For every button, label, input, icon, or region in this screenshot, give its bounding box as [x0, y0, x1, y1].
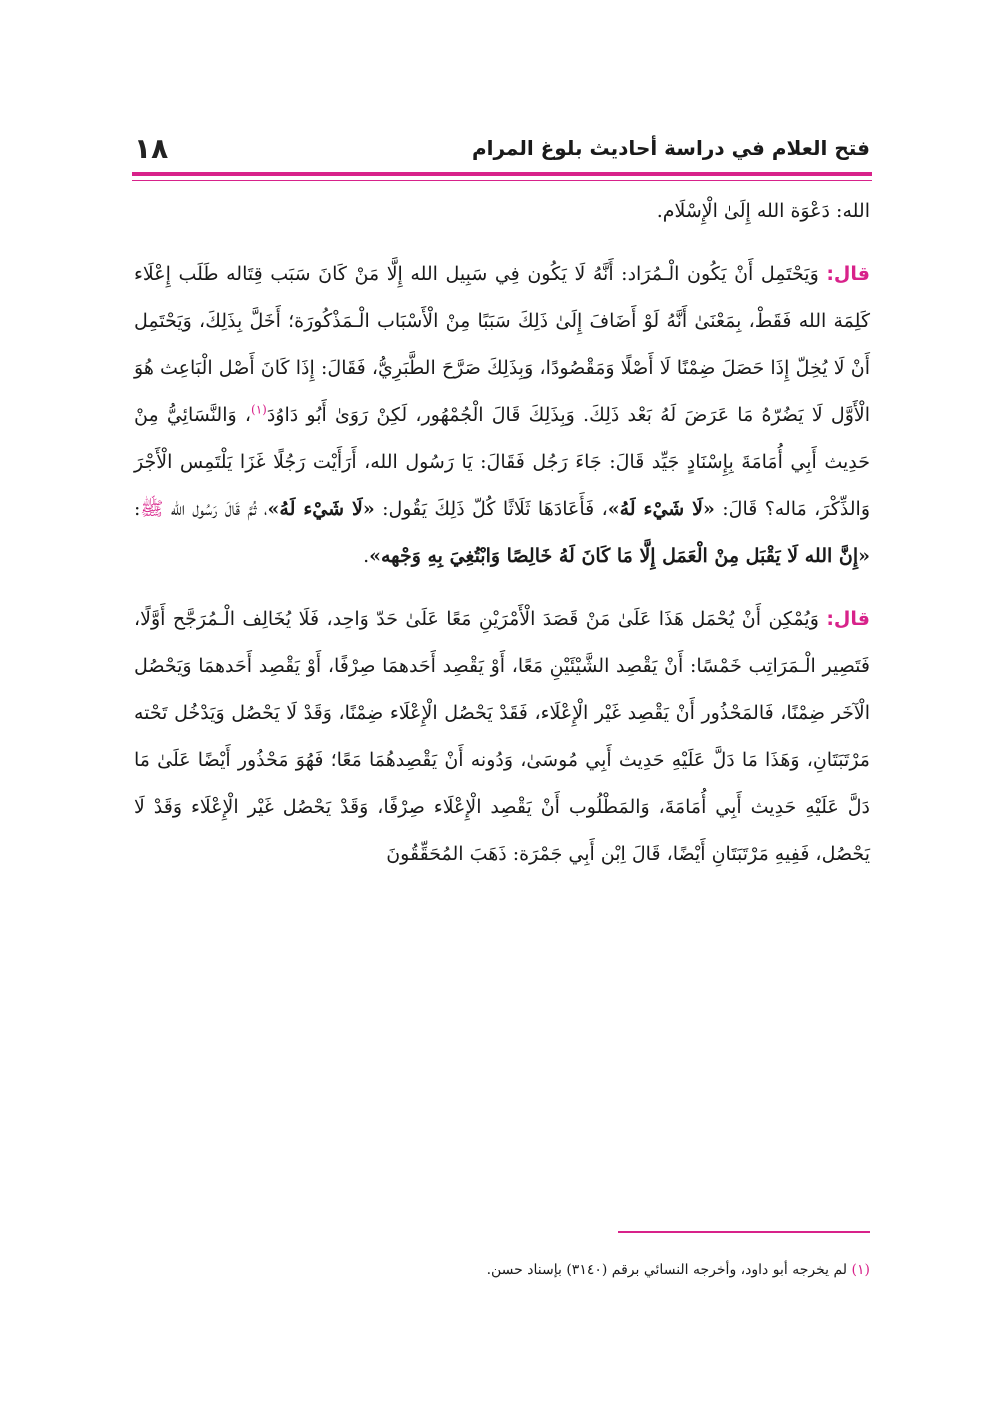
footnote [134, 1258, 870, 1282]
footnote-separator [618, 1231, 870, 1233]
paragraph-1-text-f: . [363, 545, 370, 567]
page-number: ١٨ [134, 131, 169, 165]
qal-label: قال: [826, 608, 870, 630]
paragraph-2 [134, 596, 870, 878]
paragraph-1-text-d: ، ثُمَّ قَالَ رَسُول الله [163, 498, 268, 520]
paragraph-1-text-e: : [134, 498, 141, 520]
hadith-quote-2: «لَا شَيْء لَهُ» [267, 498, 375, 520]
paragraph-1-text-a: وَيَحْتَمِل أَنْ يَكُون الْـمُرَاد: أَنَّهُ لَا يَكُون فِي سَبِيل الله إِلَّا مَنْ كَانَ سَبَب قِتَاله طَلَب إِعْلَاء كَلِمَة الله فَقَطْ، بِمَعْنَىٰ أَنَّهُ لَوْ أَضَافَ إِلَىٰ ذَلِكَ سَبَبًا مِنْ الْأَسْبَاب الْـمَذْكُورَة؛ أَخَلَّ بِذَلِكَ، وَيَحْتَمِل أَنْ لَا يُخِلّ إِذَا حَصَلَ ضِمْنًا لَا أَصْلًا وَمَقْصُودًا، وَبِذَلِكَ صَرَّحَ الطَّبَرِيُّ، فَقَالَ: إِذَا كَانَ أَصْل الْبَاعِث هُوَ الْأَوَّل لَا يَضُرّهُ مَا عَرَضَ لَهُ بَعْد ذَلِكَ. وَبِذَلِكَ قَالَ الْجُمْهُور، لَكِنْ رَوَىٰ أَبُو دَاوُدَ [134, 263, 870, 426]
book-title: فتح العلام في دراسة أحاديث بلوغ المرام [471, 136, 870, 160]
header-rule-thick [132, 172, 872, 176]
footnote-reference[interactable]: (١) [251, 402, 267, 417]
header-rule-thin [132, 180, 872, 181]
paragraph-2-text: وَيُمْكِن أَنْ يُحْمَل هَذَا عَلَىٰ مَنْ قَصَدَ الْأَمْرَيْنِ مَعًا عَلَىٰ حَدّ وَاحِد، فَلَا يُخَالِف الْـمُرَجَّح أَوَّلًا، فَتَصِير الْـمَرَاتِب خَمْسًا: أَنْ يَقْصِد الشَّيْئَيْنِ مَعًا، أَوْ يَقْصِد أَحَدهمَا صِرْفًا، أَوْ يَقْصِد أَحَدهمَا وَيَحْصُل الْآخَر ضِمْنًا، فَالمَحْذُور أَنْ يَقْصِد غَيْر الْإِعْلَاء، فَقَدْ يَحْصُل الْإِعْلَاء ضِمْنًا، وَقَدْ لَا يَحْصُل وَيَدْخُل تَحْته مَرْتَبَتَانِ، وَهَذَا مَا دَلَّ عَلَيْهِ حَدِيث أَبِي مُوسَىٰ، وَدُونه أَنْ يَقْصِدهُمَا مَعًا؛ فَهُوَ مَحْذُور أَيْضًا عَلَىٰ مَا دَلَّ عَلَيْهِ حَدِيث أَبِي أُمَامَةَ، وَالمَطْلُوب أَنْ يَقْصِد الْإِعْلَاء صِرْفًا، وَقَدْ يَحْصُل غَيْر الْإِعْلَاء وَقَدْ لَا يَحْصُل، فَفِيهِ مَرْتَبَتَانِ أَيْضًا، قَالَ اِبْن أَبِي جَمْرَة: ذَهَبَ المُحَقِّقُونَ [134, 608, 870, 865]
footnote-number: (١) [851, 1262, 870, 1278]
hadith-quote-1: «لَا شَيْء لَهُ» [607, 498, 715, 520]
paragraph-1-text-b: ، وَالنَّسَائِيُّ مِنْ حَدِيث أَبِي أُمَامَةَ بِإِسْنَادٍ جَيِّد قَالَ: جَاءَ رَجُل فَقَالَ: يَا رَسُول الله، أَرَأَيْت رَجُلًا غَزَا يَلْتَمِس الْأَجْرَ وَالذِّكْرَ، مَاله؟ قَالَ: [134, 404, 871, 520]
qal-label: قال: [826, 263, 870, 285]
salla-symbol: ﷺ [140, 498, 164, 520]
body-text [134, 188, 870, 878]
hadith-quote-3: «إِنَّ الله لَا يَقْبَل مِنْ الْعَمَل إِلَّا مَا كَانَ لَهُ خَالِصًا وَابْتُغِيَ بِهِ وَجْهه» [369, 545, 870, 567]
paragraph-1 [134, 251, 870, 580]
paragraph-1-text-c: ، فَأَعَادَهَا ثَلَاثًا كُلّ ذَلِكَ يَقُول: [374, 498, 608, 520]
continuation-line: الله: دَعْوَة الله إِلَىٰ الْإِسْلَام. [656, 200, 870, 222]
footnote-text: لم يخرجه أبو داود، وأخرجه النسائي برقم (٣١٤٠) بإسناد حسن. [486, 1262, 852, 1278]
running-header [134, 128, 870, 168]
